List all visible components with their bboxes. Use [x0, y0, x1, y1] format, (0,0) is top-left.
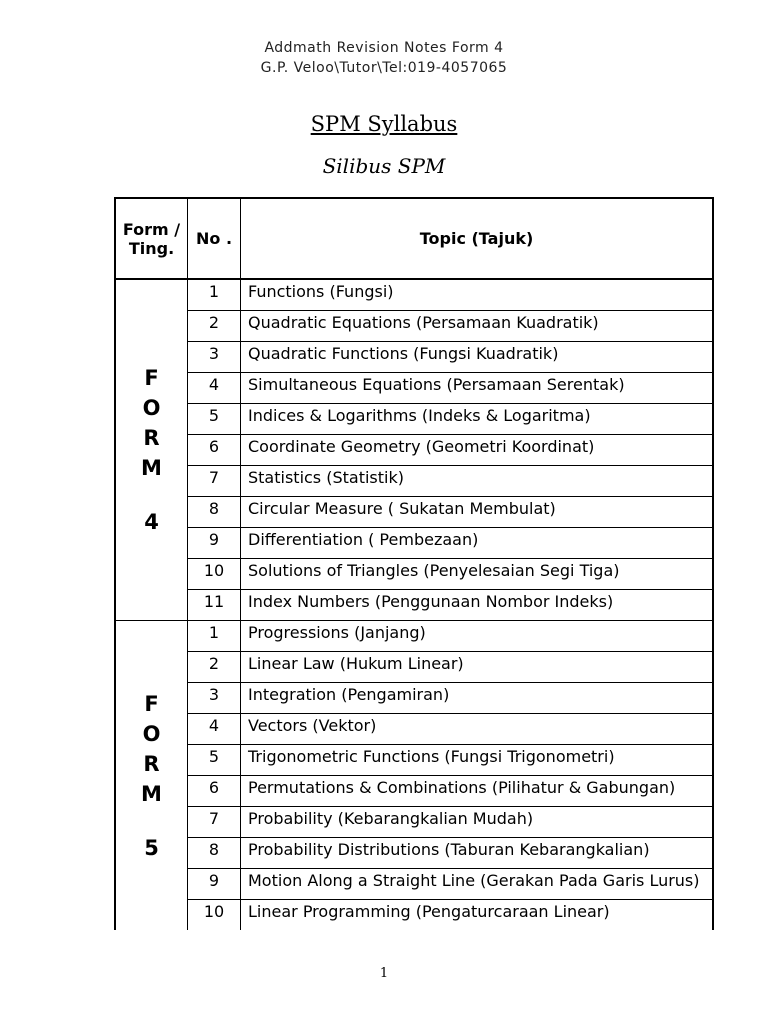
row-number: 4	[188, 714, 241, 745]
form-label-letter: R	[143, 426, 160, 450]
row-number: 1	[188, 279, 241, 311]
row-number: 1	[188, 621, 241, 652]
row-topic: Vectors (Vektor)	[241, 714, 714, 745]
row-number: 5	[188, 745, 241, 776]
table-row	[115, 776, 713, 807]
row-number: 8	[188, 497, 241, 528]
row-topic: Differentiation ( Pembezaan)	[241, 528, 714, 559]
table-row	[115, 683, 713, 714]
row-number: 7	[188, 807, 241, 838]
row-topic: Functions (Fungsi)	[241, 279, 714, 311]
row-topic: Quadratic Equations (Persamaan Kuadratik)	[241, 311, 714, 342]
header-no: No .	[188, 198, 241, 279]
document-header-title: Addmath Revision Notes Form 4	[264, 40, 504, 56]
table-row	[115, 373, 713, 404]
table-row	[115, 342, 713, 373]
row-number: 4	[188, 373, 241, 404]
table-row	[115, 869, 713, 900]
row-topic: Probability Distributions (Taburan Kebarangkalian)	[241, 838, 714, 869]
row-topic: Linear Law (Hukum Linear)	[241, 652, 714, 683]
table-row	[115, 311, 713, 342]
table-row	[115, 590, 713, 621]
row-topic: Quadratic Functions (Fungsi Kuadratik)	[241, 342, 714, 373]
table-body	[115, 279, 713, 930]
table-row	[115, 714, 713, 745]
form-label-spacer	[116, 483, 187, 507]
syllabus-table	[114, 197, 714, 930]
row-number: 10	[188, 559, 241, 590]
row-topic: Simultaneous Equations (Persamaan Serentak)	[241, 373, 714, 404]
row-topic: Integration (Pengamiran)	[241, 683, 714, 714]
form-label-number: 4	[144, 510, 159, 534]
table-row	[115, 745, 713, 776]
row-number: 6	[188, 435, 241, 466]
table-row	[115, 279, 713, 311]
table-row	[115, 838, 713, 869]
document-header-contact: G.P. Veloo\Tutor\Tel:019-4057065	[260, 60, 508, 76]
row-number: 5	[188, 404, 241, 435]
form-label-letter: F	[144, 366, 159, 390]
row-number: 10	[188, 900, 241, 931]
row-number: 2	[188, 311, 241, 342]
subtitle-clip	[0, 150, 768, 178]
table-row	[115, 559, 713, 590]
row-topic: Linear Programming (Pengaturcaraan Linear)	[241, 900, 714, 931]
table-row	[115, 497, 713, 528]
form4-label	[115, 279, 188, 621]
row-topic: Indices & Logarithms (Indeks & Logaritma)	[241, 404, 714, 435]
header-form: Form / Ting.	[115, 198, 188, 279]
form5-label	[115, 621, 188, 931]
table-row	[115, 807, 713, 838]
row-number: 2	[188, 652, 241, 683]
header-topic: Topic (Tajuk)	[241, 198, 714, 279]
row-number: 3	[188, 683, 241, 714]
table-row	[115, 466, 713, 497]
row-number: 9	[188, 528, 241, 559]
table-header-row	[115, 198, 713, 279]
page-number: 1	[379, 966, 389, 981]
row-number: 8	[188, 838, 241, 869]
row-topic: Probability (Kebarangkalian Mudah)	[241, 807, 714, 838]
row-topic: Trigonometric Functions (Fungsi Trigonometri)	[241, 745, 714, 776]
row-topic: Motion Along a Straight Line (Gerakan Pada Garis Lurus)	[241, 869, 714, 900]
table-row	[115, 528, 713, 559]
row-number: 7	[188, 466, 241, 497]
row-topic: Progressions (Janjang)	[241, 621, 714, 652]
table-row	[115, 900, 713, 931]
table-row	[115, 435, 713, 466]
row-topic: Coordinate Geometry (Geometri Koordinat)	[241, 435, 714, 466]
page-title: SPM Syllabus	[310, 112, 458, 136]
row-topic: Statistics (Statistik)	[241, 466, 714, 497]
row-topic: Index Numbers (Penggunaan Nombor Indeks)	[241, 590, 714, 621]
row-topic: Permutations & Combinations (Pilihatur & Gabungan)	[241, 776, 714, 807]
row-number: 9	[188, 869, 241, 900]
form-label-letter: M	[141, 456, 162, 480]
table-row	[115, 404, 713, 435]
page-subtitle: Silibus SPM	[322, 154, 446, 178]
row-number: 11	[188, 590, 241, 621]
row-number: 6	[188, 776, 241, 807]
form-label-letter: O	[142, 721, 161, 746]
row-number: 3	[188, 342, 241, 373]
form-label-letter: O	[142, 396, 161, 420]
form-label-number: 5	[144, 835, 159, 860]
form-label-spacer	[116, 809, 187, 833]
table-row	[115, 652, 713, 683]
form-label-letter: M	[141, 781, 162, 806]
row-topic: Solutions of Triangles (Penyelesaian Segi Tiga)	[241, 559, 714, 590]
form-label-letter: R	[143, 751, 160, 776]
row-topic: Circular Measure ( Sukatan Membulat)	[241, 497, 714, 528]
form-label-letter: F	[144, 691, 159, 716]
table-row	[115, 621, 713, 652]
